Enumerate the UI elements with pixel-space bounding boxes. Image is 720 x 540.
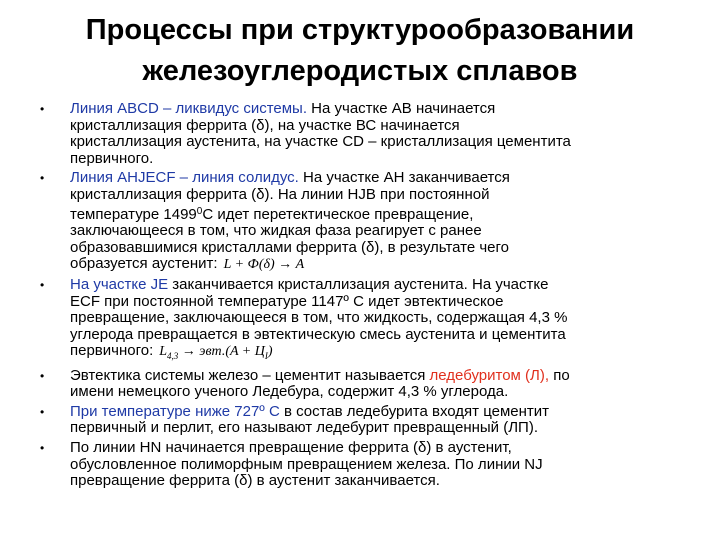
superscript-text: 0 [196,205,203,217]
text-line: ECF при постоянной температуре 1147º С идет эвтектическое [70,292,504,310]
slide-title-line-2: железоуглеродистых сплавов [142,55,578,87]
slide-title-line-1: Процессы при структурообразовании [85,14,635,46]
text-line: углерода превращается в эвтектическую смесь аустенита и цементита [70,325,566,343]
text-line [70,343,700,364]
bullet-item-eutectic [40,277,700,365]
highlight-text: Линия AHJECF – линия солидус. [70,169,299,187]
text-line: превращение феррита (δ) в аустенит заканчивается. [70,472,440,490]
body-text: образуется аустенит: [70,255,218,273]
peritectic-formula: L + Ф(δ) → A [223,257,305,273]
bullet-list [40,101,700,490]
body-text: в состав ледебурита входят цементит [279,402,550,420]
text-line: первичного. [70,149,154,167]
text-line [70,277,700,294]
body-text: по [549,366,570,384]
formula-part: ) [267,344,273,360]
highlight-text: Линия ABCD – ликвидус системы. [70,100,308,117]
text-line [70,204,700,224]
body-text: Эвтектика системы железо – цементит называется [70,366,430,384]
formula-subscript: I [264,351,268,362]
body-text: температуре 1499 [70,205,197,223]
text-line: кристаллизация феррита (δ), на участке ВС начинается [70,116,460,134]
text-line: имени немецкого ученого Ледебура, содержит 4,3 % углерода. [70,383,509,401]
text-line: образовавшимися кристаллами феррита (δ), в результате чего [70,238,510,256]
bullet-item-polymorphic [40,440,700,490]
bullet-dot-icon: • [40,102,45,116]
highlight-text-red: ледебуритом (Л), [429,366,550,384]
text-line: кристаллизация феррита (δ). На линии HJB при постоянной [70,185,490,203]
text-line [70,368,700,385]
body-text: На участке АН заканчивается [298,169,510,187]
body-text: На участке АВ начинается [307,100,496,117]
bullet-dot-icon: • [40,277,45,292]
slide-title [40,10,680,92]
text-line [70,170,700,187]
text-line: превращение, заключающееся в том, что жидкость, содержащая 4,3 % [70,309,568,327]
highlight-text: При температуре ниже 727º С [70,402,280,420]
eutectic-formula [159,344,273,362]
bullet-item-solidus [40,170,700,274]
text-line: заключающееся в том, что жидкая фаза реагирует с ранее [70,222,482,240]
text-line [70,404,700,421]
bullet-dot-icon: • [40,171,45,186]
bullet-item-ledeburite [40,368,700,401]
formula-subscript: 4,3 [167,351,179,362]
highlight-text: На участке JE [70,275,169,293]
text-line: обусловленное полиморфным превращением железа. По линии NJ [70,455,543,473]
text-line: По линии HN начинается превращение феррита (δ) в аустенит, [70,439,512,457]
formula-part: → эвт.(A + Ц [178,344,265,360]
text-line [70,256,700,274]
formula-part: L [159,344,168,360]
bullet-item-transformed-ledeburite [40,404,700,437]
body-text: заканчивается кристаллизация аустенита. На участке [168,275,549,293]
bullet-dot-icon: • [40,368,45,383]
text-line [70,101,700,118]
text-line: кристаллизация аустенита, на участке CD – кристаллизация цементита [70,133,571,151]
body-text: первичного: [70,342,154,360]
bullet-item-liquidus [40,101,700,167]
bullet-dot-icon: • [40,404,45,419]
text-line: первичный и перлит, его называют ледебурит превращенный (ЛП). [70,419,539,437]
body-text: С идет перетектическое превращение, [202,205,474,223]
bullet-dot-icon: • [40,441,45,456]
